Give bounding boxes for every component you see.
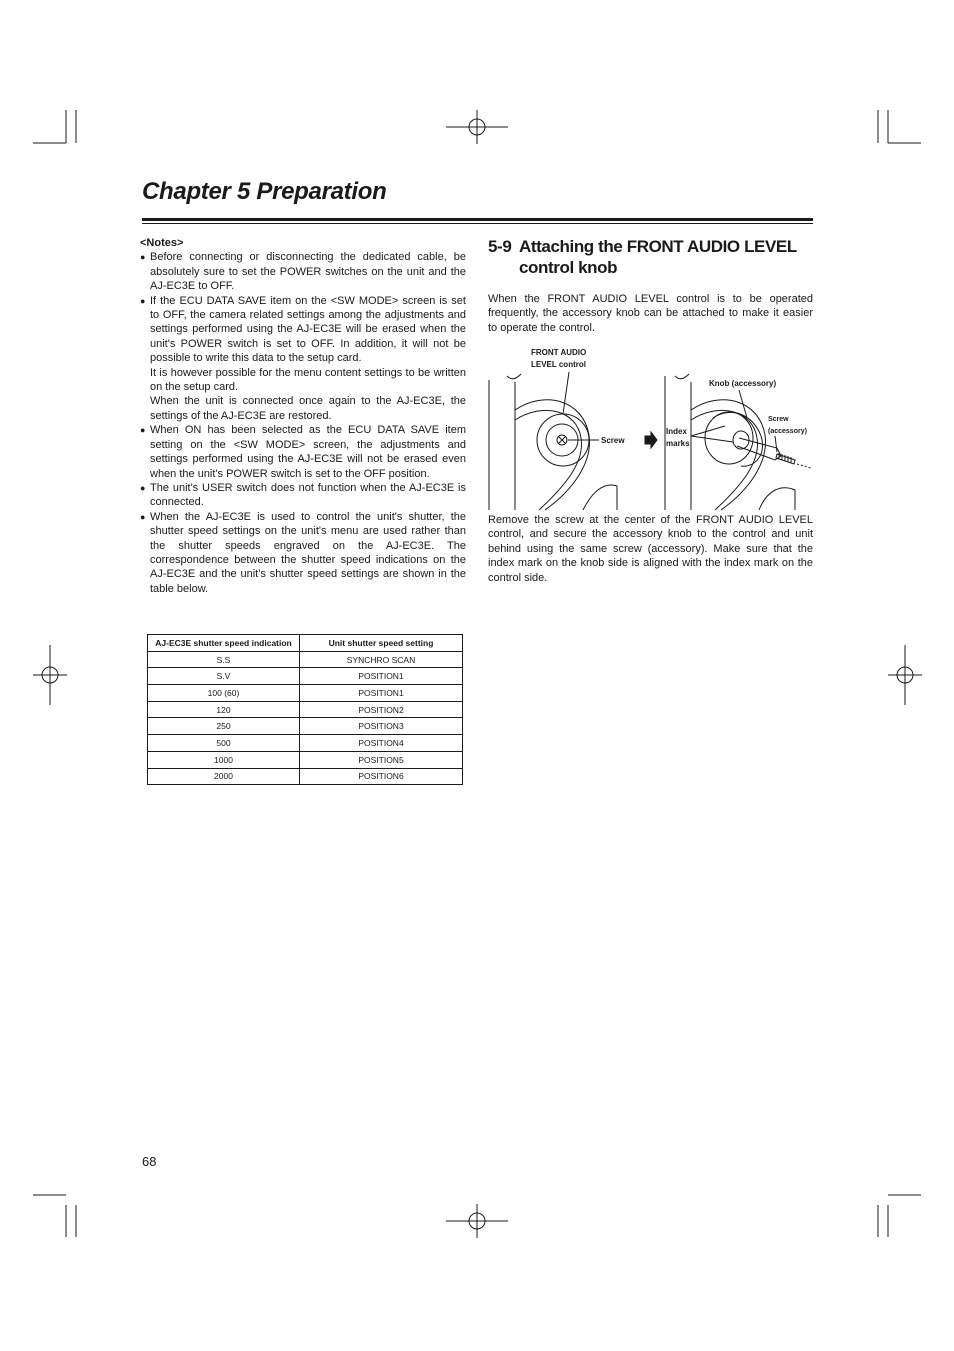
bullet-icon: ●: [140, 425, 146, 436]
registration-mark-left: [33, 645, 67, 705]
note-paragraph: When the AJ-EC3E is used to control the unit's shutter, the shutter speed settings on the unit's menu are used rather than the shutter speeds engraved on the AJ-EC3E. The correspondence between the shutter speed indications on the AJ-EC3E and the unit's shutter speed settings are shown in the table below.: [150, 510, 466, 595]
table-cell: 1000: [148, 751, 300, 768]
table-cell: SYNCHRO SCAN: [300, 651, 463, 668]
label-knob-accessory: Knob (accessory): [709, 379, 777, 388]
registration-mark-top: [446, 110, 508, 144]
bullet-icon: ●: [140, 252, 146, 263]
table-cell: 120: [148, 701, 300, 718]
note-paragraph: If the ECU DATA SAVE item on the <SW MODE> screen is set to OFF, the camera related settings among the adjustments and settings performed using the AJ-EC3E will be erased when the unit's POWER switch is set to OFF. In addition, it will not be possible to write this data to the setup card.: [150, 294, 466, 365]
table-cell: 100 (60): [148, 685, 300, 702]
note-paragraph: The unit's USER switch does not function when the AJ-EC3E is connected.: [150, 481, 466, 509]
table-cell: POSITION4: [300, 735, 463, 752]
page-number: 68: [142, 1154, 157, 1169]
registration-mark-bottom: [446, 1204, 508, 1238]
table-header-cell: AJ-EC3E shutter speed indication: [148, 635, 300, 652]
table-row: [148, 718, 463, 735]
table-cell: POSITION1: [300, 685, 463, 702]
table-cell: POSITION3: [300, 718, 463, 735]
table-row: [148, 701, 463, 718]
table-row: [148, 668, 463, 685]
table-cell: 2000: [148, 768, 300, 785]
table-cell: S.V: [148, 668, 300, 685]
section-title: [488, 236, 818, 278]
note-item: [140, 423, 466, 481]
label-screw: Screw: [601, 436, 625, 445]
table-row: [148, 685, 463, 702]
table-row: [148, 768, 463, 785]
bullet-icon: ●: [140, 295, 146, 306]
table-row: [148, 735, 463, 752]
table-cell: POSITION6: [300, 768, 463, 785]
chapter-rule: [142, 218, 813, 221]
note-paragraph: When ON has been selected as the ECU DATA SAVE item setting on the <SW MODE> screen, the adjustments and settings performed using the AJ-EC3E will not be erased even when the unit's POWER switch is set to the OFF position.: [150, 424, 466, 480]
label-index-line1: Index: [666, 427, 687, 436]
chapter-title: Chapter 5 Preparation: [142, 178, 387, 205]
section-body: Remove the screw at the center of the FRONT AUDIO LEVEL control, and secure the accessory knob to the control and unit behind using the same screw (accessory). Make sure that the index mark on the knob side is aligned with the index mark on the control side.: [488, 514, 813, 584]
notes-heading: <Notes>: [140, 237, 184, 249]
note-item: [140, 481, 466, 510]
bullet-icon: ●: [140, 511, 146, 522]
note-item: [140, 250, 466, 293]
knob-attachment-diagram: [485, 340, 815, 515]
table-row: [148, 651, 463, 668]
note-item: [140, 294, 466, 424]
table-cell: POSITION2: [300, 701, 463, 718]
table-cell: 500: [148, 735, 300, 752]
note-paragraph: When the unit is connected once again to the AJ-EC3E, the settings of the AJ-EC3E are restored.: [150, 395, 466, 422]
label-screw-accessory-line1: Screw: [768, 416, 789, 423]
table-cell: S.S: [148, 651, 300, 668]
label-index-line2: marks: [666, 439, 690, 448]
section-intro: When the FRONT AUDIO LEVEL control is to be operated frequently, the accessory knob can be attached to make it easier to operate the control.: [488, 293, 813, 334]
registration-mark-right: [888, 645, 922, 705]
section-title-line1: Attaching the FRONT AUDIO LEVEL: [519, 237, 797, 256]
table-row: [148, 751, 463, 768]
note-paragraph: Before connecting or disconnecting the dedicated cable, be absolutely sure to set the POWER switches on the unit and the AJ-EC3E to OFF.: [150, 251, 466, 293]
notes-section: [140, 236, 466, 596]
bullet-icon: ●: [140, 482, 146, 493]
label-front-audio-line2: LEVEL control: [531, 360, 586, 369]
table-cell: 250: [148, 718, 300, 735]
label-screw-accessory-line2: (accessory): [768, 428, 807, 435]
section-number: 5-9: [488, 237, 512, 256]
table-header-row: [148, 635, 463, 652]
table-header-cell: Unit shutter speed setting: [300, 635, 463, 652]
section-title-line2: control knob: [519, 258, 618, 277]
label-front-audio-line1: FRONT AUDIO: [531, 348, 587, 357]
notes-list: [140, 250, 466, 596]
table-cell: POSITION5: [300, 751, 463, 768]
shutter-speed-table: [147, 634, 463, 785]
note-item: [140, 510, 466, 596]
note-paragraph: It is however possible for the menu content settings to be written on the setup card.: [150, 366, 466, 394]
table-cell: POSITION1: [300, 668, 463, 685]
